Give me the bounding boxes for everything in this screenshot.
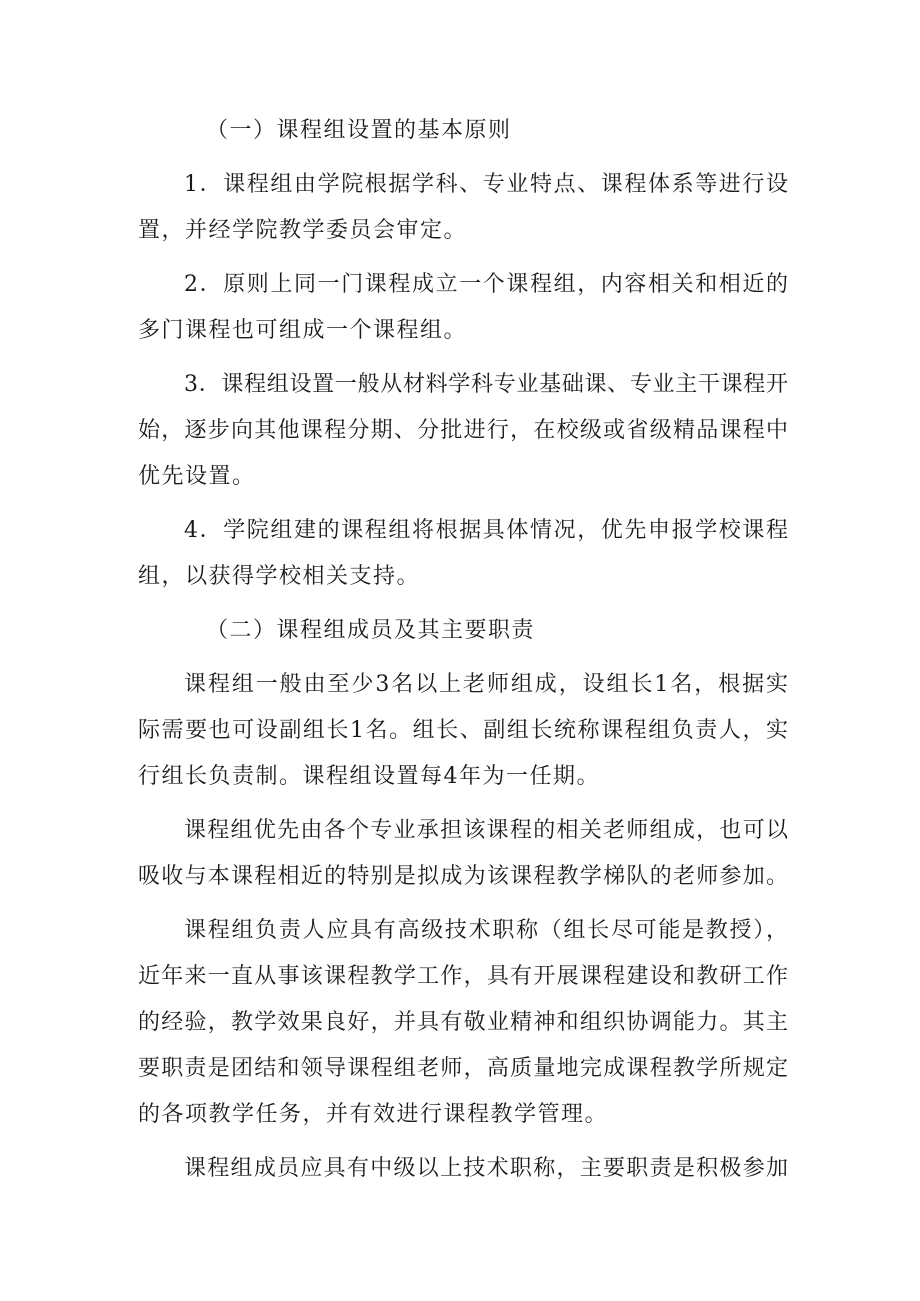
paragraph-line: 吸收与本课程相近的特别是拟成为该课程教学梯队的老师参加。 (138, 864, 788, 889)
paragraph-line: 际需要也可设副组长1名。组长、副组长统称课程组负责人，实 (138, 718, 788, 743)
paragraph-line: 2．原则上同一门课程成立一个课程组，内容相关和相近的 (184, 272, 788, 297)
principle-item-2 (138, 262, 788, 354)
section-heading-2: （二）课程组成员及其主要职责 (206, 618, 536, 643)
paragraph-line: 课程组成员应具有中级以上技术职称，主要职责是积极参加 (184, 1156, 788, 1181)
duty-paragraph-1 (138, 662, 788, 800)
paragraph-line: 4．学院组建的课程组将根据具体情况，优先申报学校课程 (184, 518, 788, 543)
duty-paragraph-2 (138, 808, 788, 900)
paragraph-line: 课程组负责人应具有高级技术职称（组长尽可能是教授）， (184, 918, 788, 943)
paragraph-line: 行组长负责制。课程组设置每4年为一任期。 (138, 764, 600, 789)
paragraph-line: 优先设置。 (138, 464, 256, 489)
duty-paragraph-4 (138, 1146, 788, 1192)
principle-item-1 (138, 162, 788, 254)
paragraph-line: 置，并经学院教学委员会审定。 (138, 218, 468, 243)
paragraph-line: 始，逐步向其他课程分期、分批进行，在校级或省级精品课程中 (138, 418, 788, 443)
paragraph-line: 组，以获得学校相关支持。 (138, 564, 421, 589)
paragraph-line: 3．课程组设置一般从材料学科专业基础课、专业主干课程开 (184, 372, 788, 397)
principle-item-3 (138, 362, 788, 500)
paragraph-line: 多门课程也可组成一个课程组。 (138, 318, 468, 343)
section-heading-1: （一）课程组设置的基本原则 (206, 118, 512, 143)
paragraph-line: 课程组一般由至少3名以上老师组成，设组长1名，根据实 (184, 672, 788, 697)
paragraph-line: 要职责是团结和领导课程组老师，高质量地完成课程教学所规定 (138, 1056, 788, 1081)
paragraph-line: 近年来一直从事该课程教学工作，具有开展课程建设和教研工作 (138, 964, 788, 989)
paragraph-line: 1．课程组由学院根据学科、专业特点、课程体系等进行设 (184, 172, 788, 197)
paragraph-line: 的各项教学任务，并有效进行课程教学管理。 (138, 1102, 609, 1127)
document-page (138, 108, 788, 1192)
paragraph-line: 课程组优先由各个专业承担该课程的相关老师组成，也可以 (184, 818, 788, 843)
principle-item-4 (138, 508, 788, 600)
paragraph-line: 的经验，教学效果良好，并具有敬业精神和组织协调能力。其主 (138, 1010, 788, 1035)
duty-paragraph-3 (138, 908, 788, 1138)
